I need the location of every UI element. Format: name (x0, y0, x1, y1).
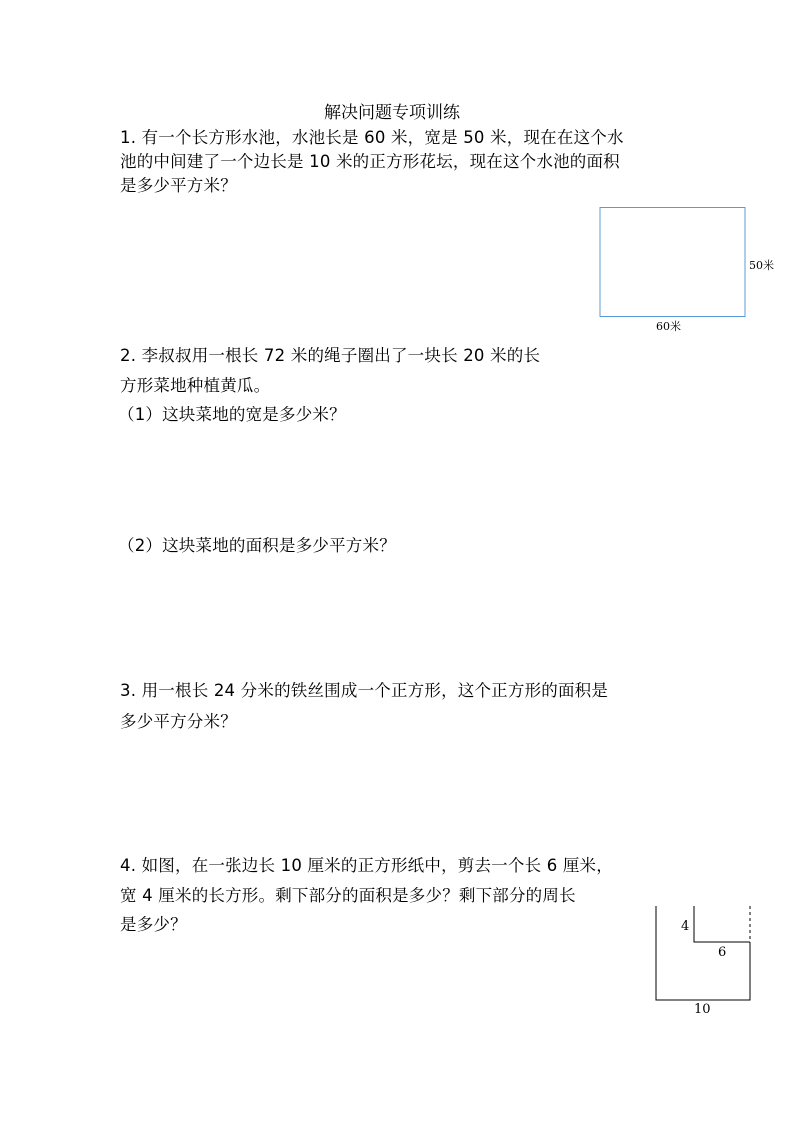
q3-line-2: 多少平方分米？ (120, 712, 237, 731)
q4-line-3: 是多少？ (120, 915, 187, 934)
q3-line-1: 3. 用一根长 24 分米的铁丝围成一个正方形，这个正方形的面积是 (120, 681, 609, 700)
pool-width-label: 50米 (749, 259, 774, 272)
q2-sub-question-2: （2）这块菜地的面积是多少平方米？ (118, 536, 396, 555)
square-side-label: 10 (694, 1002, 711, 1017)
q4-cut-square-figure (0, 0, 2, 2)
cut-width-label: 6 (718, 945, 727, 960)
paper-outline (656, 906, 750, 1000)
q4-line-1: 4. 如图，在一张边长 10 厘米的正方形纸中，剪去一个长 6 厘米， (120, 856, 613, 875)
q2-line-1: 2. 李叔叔用一根长 72 米的绳子圈出了一块长 20 米的长 (120, 346, 541, 365)
cut-notch (694, 906, 750, 942)
q1-line-1: 1. 有一个长方形水池，水池长是 60 米，宽是 50 米，现在在这个水 (120, 128, 624, 147)
q2-line-2: 方形菜地种植黄瓜。 (120, 376, 271, 395)
pool-length-label: 60米 (656, 320, 681, 333)
q1-line-2: 池的中间建了一个边长是 10 米的正方形花坛，现在这个水池的面积 (120, 152, 620, 171)
cut-height-label: 4 (681, 919, 690, 934)
pool-rectangle (600, 208, 745, 317)
q2-sub-question-1: （1）这块菜地的宽是多少米？ (118, 405, 346, 424)
q1-line-3: 是多少平方米？ (120, 176, 237, 195)
page-title: 解决问题专项训练 (324, 103, 460, 123)
q4-line-2: 宽 4 厘米的长方形。剩下部分的面积是多少？剩下部分的周长 (120, 886, 576, 905)
